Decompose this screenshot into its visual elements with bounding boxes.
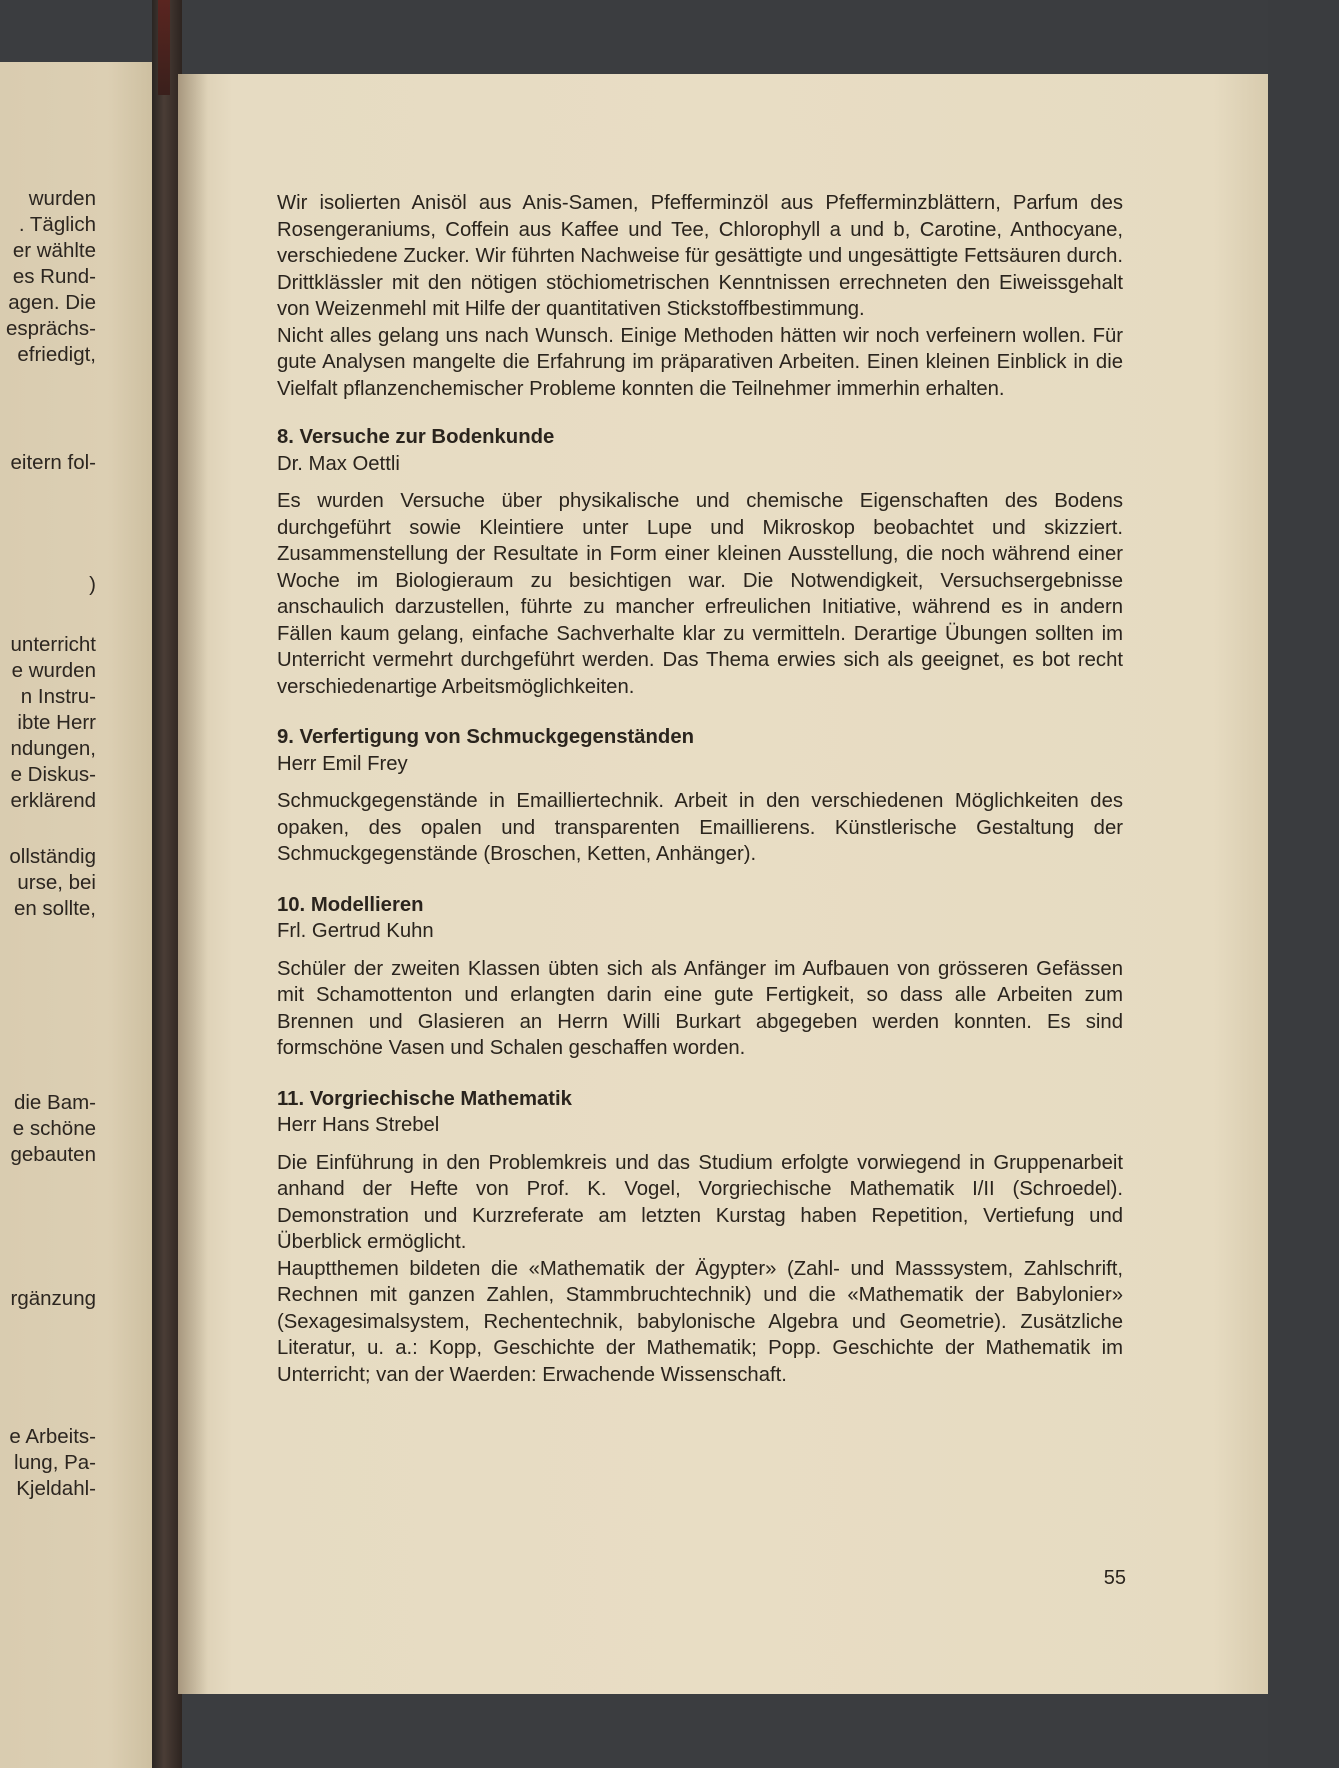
scanner-background	[0, 0, 1339, 78]
section-author: Frl. Gertrud Kuhn	[277, 920, 434, 942]
section-author: Herr Hans Strebel	[277, 1114, 440, 1136]
section-heading: 9. Verfertigung von Schmuckgegenständen	[277, 726, 694, 748]
page-number: 55	[1103, 1567, 1126, 1589]
page-curve-shadow	[178, 74, 208, 1694]
section-bodenkunde	[277, 424, 1123, 700]
left-page-line: er wählte	[12, 239, 96, 262]
section-heading: 10. Modellieren	[277, 893, 424, 916]
left-page-line: )	[89, 573, 96, 596]
section-heading: 11. Vorgriechische Mathematik	[277, 1087, 572, 1110]
left-page-line: lung, Pa-	[13, 1451, 96, 1474]
section-mathematik	[277, 1086, 1123, 1389]
left-page-line: . Täglich	[18, 213, 96, 236]
section-author: Dr. Max Oettli	[277, 452, 400, 475]
left-page-line: Kjeldahl-	[16, 1477, 96, 1500]
left-page-line: ibte Herr	[17, 711, 96, 734]
intro-block	[277, 190, 1123, 402]
left-page-line: die Bam-	[13, 1091, 96, 1114]
left-page-line: ollständig	[9, 845, 96, 868]
section-heading: 8. Versuche zur Bodenkunde	[277, 426, 555, 448]
section-paragraph: Schüler der zweiten Klassen übten sich als Anfänger im Aufbauen von grösseren Gefässen mit Schamottenton und erlangten darin eine gute Fertigkeit, so dass alle Arbeiten zum Brennen und Glasieren an Herrn Willi Burkart abgegeben werden konnten. Es sind formschöne Vasen und Schalen geschaffen worden.	[277, 957, 1123, 1059]
intro-paragraph: Nicht alles gelang uns nach Wunsch. Einige Methoden hätten wir noch verfeinern wollen. Für gute Analysen mangelte die Erfahrung im präparativen Arbeiten. Einen kleinen Einblick in die Vielfalt pflanzenchemischer Probleme konnten die Teilnehmer immerhin erhalten.	[277, 324, 1123, 400]
intro-paragraph: Wir isolierten Anisöl aus Anis-Samen, Pfefferminzöl aus Pfefferminzblättern, Parfum des Rosengeraniums, Coffein aus Kaffee und Tee, Chlorophyll a und b, Carotine, Anthocyane, verschiedene Zucker. Wir führten Nachweise für gesättigte und ungesättigte Fettsäuren durch. Drittklässler mit den nötigen stöchiometrischen Kenntnissen errechneten den Eiweissgehalt von Weizenmehl mit Hilfe der quantitativen Stickstoffbestimmung.	[277, 192, 1123, 320]
section-paragraph: Hauptthemen bildeten die «Mathematik der Ägypter» (Zahl- und Masssystem, Zahlschrift, Rechnen mit ganzen Zahlen, Stammbruchtechnik) und die «Mathematik der Babylonier» (Sexagesimalsystem, Rechentechnik, babylonische Algebra und Geometrie). Zusätzliche Literatur, u. a.: Kopp, Geschichte der Mathematik; Popp. Geschichte der Mathematik im Unterricht; van der Waerden: Erwachende Wissenschaft.	[277, 1257, 1123, 1386]
left-page-line: es Rund-	[12, 265, 96, 288]
page-content	[277, 190, 1123, 1388]
left-page-line: erklärend	[10, 789, 96, 812]
section-paragraph: Es wurden Versuche über physikalische und chemische Eigenschaften des Bodens durchgeführt sowie Kleintiere unter Lupe und Mikroskop beobachtet und skizziert. Zusammenstellung der Resultate in Form einer kleinen Ausstellung, die noch während einer Woche im Biologieraum zu besichtigen war. Die Notwendigkeit, Versuchsergebnisse anschaulich darzustellen, führte zu mancher erfreulichen Initiative, während es in andern Fällen kaum gelang, einfache Sachverhalte klar zu vermitteln. Derartige Übungen sollten im Unterricht vermehrt durchgeführt werden. Das Thema erwies sich als geeignet, es bot recht verschiedenartige Arbeitsmöglichkeiten.	[277, 490, 1123, 698]
section-modellieren	[277, 892, 1123, 1062]
section-author: Herr Emil Frey	[277, 752, 408, 775]
left-page-line: urse, bei	[17, 871, 96, 894]
left-page-line: rgänzung	[10, 1287, 96, 1310]
left-page-line: eitern fol-	[10, 451, 96, 474]
left-page-line: n Instru-	[20, 685, 96, 708]
left-page-line: e Diskus-	[10, 763, 96, 786]
left-page-line: efriedigt,	[17, 343, 96, 366]
left-page-line: e schöne	[12, 1117, 96, 1140]
section-schmuck	[277, 724, 1123, 868]
section-paragraph: Schmuckgegenstände in Emailliertechnik. Arbeit in den verschiedenen Möglichkeiten des opaken, des opalen und transparenten Emaillierens. Künstlerische Gestaltung der Schmuckgegenstände (Broschen, Ketten, Anhänger).	[277, 790, 1123, 865]
left-page-line: esprächs-	[5, 317, 96, 340]
left-page-line: e wurden	[11, 659, 96, 682]
left-page-line: en sollte,	[13, 897, 96, 920]
left-page-line: agen. Die	[8, 291, 96, 314]
bookmark-ribbon	[158, 0, 170, 95]
left-page-line: wurden	[28, 187, 96, 210]
left-page-line: unterricht	[10, 633, 96, 656]
left-page-line: e Arbeits-	[9, 1425, 96, 1448]
scanner-background-right	[1268, 0, 1339, 1768]
left-page-line: gebauten	[10, 1143, 96, 1166]
section-paragraph: Die Einführung in den Problemkreis und das Studium erfolgte vorwiegend in Gruppenarbeit anhand der Hefte von Prof. K. Vogel, Vorgriechische Mathematik I/II (Schroedel). Demonstration und Kurzreferate am letzten Kurstag haben Repetition, Vertiefung und Überblick ermöglicht.	[277, 1151, 1123, 1253]
left-page-line: ndungen,	[10, 737, 96, 760]
